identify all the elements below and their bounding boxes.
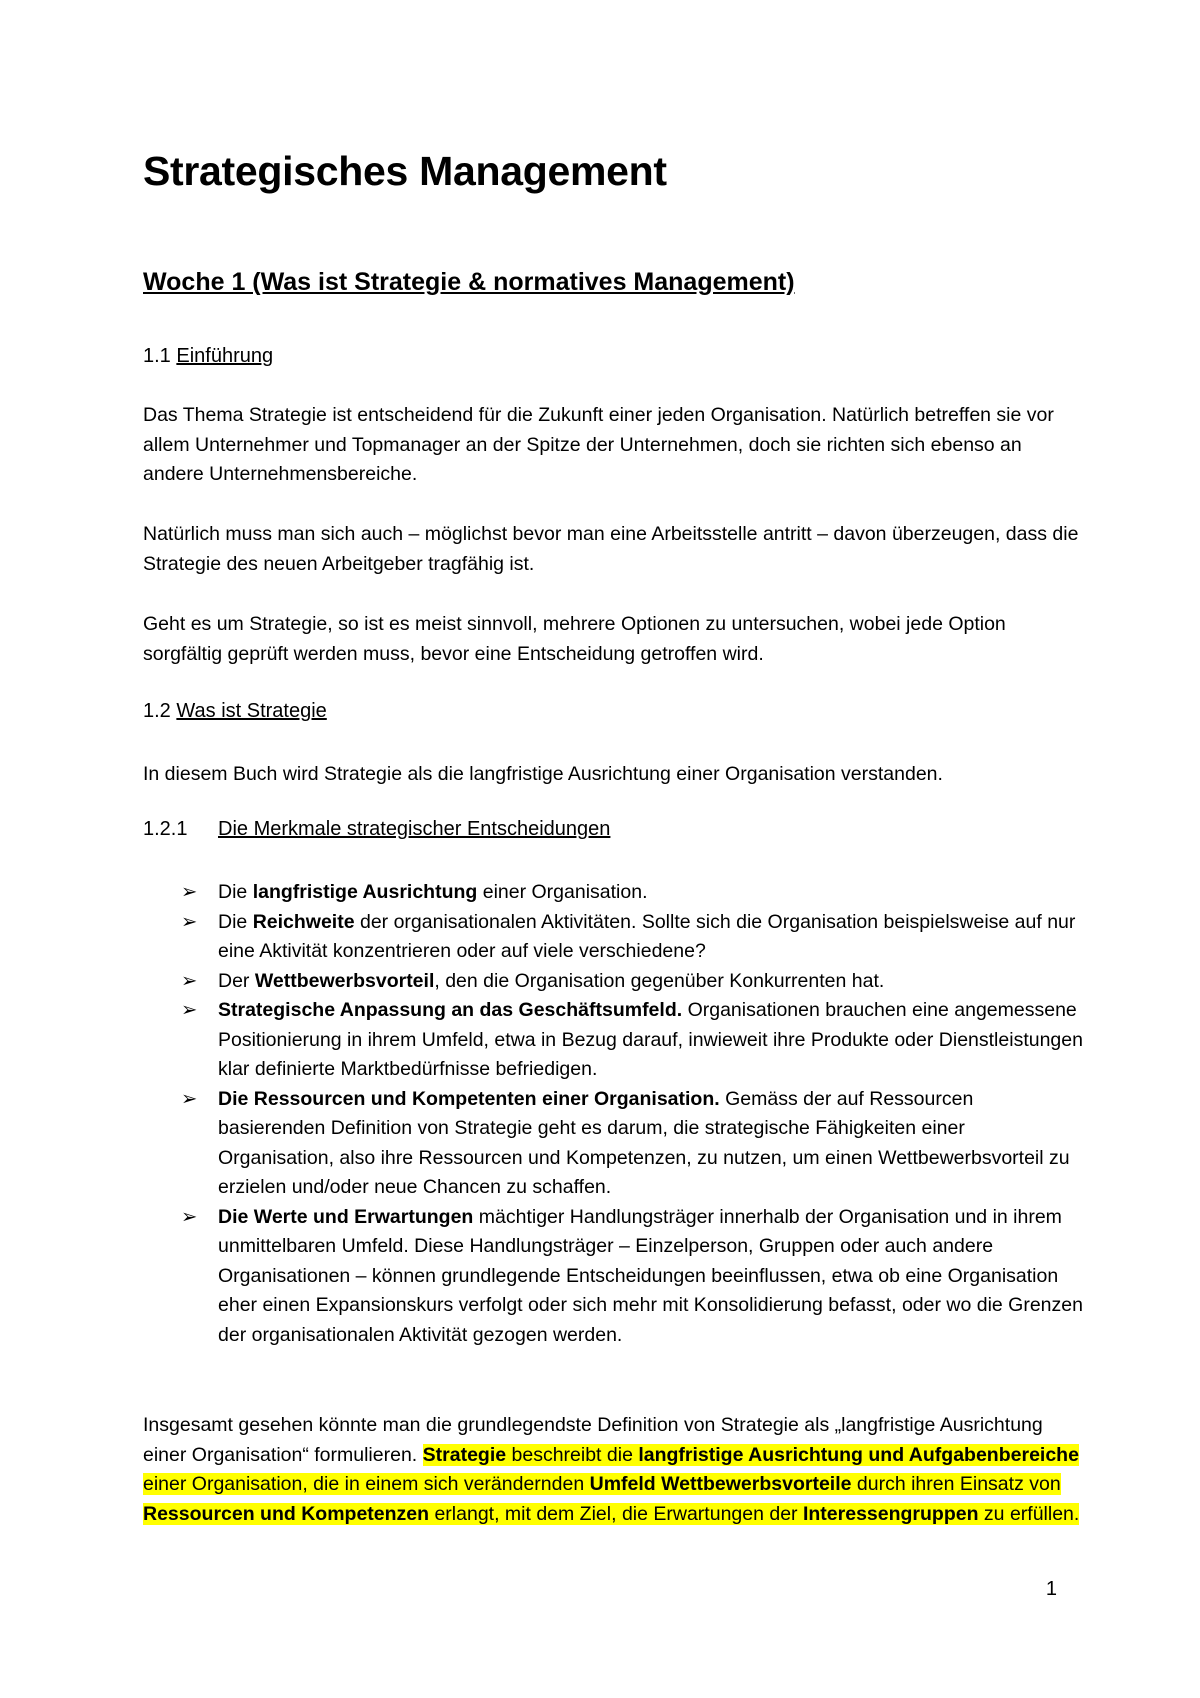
section-label: Was ist Strategie bbox=[176, 700, 327, 722]
section-1-2-heading bbox=[143, 700, 327, 723]
paragraph-3: Geht es um Strategie, so ist es meist sinnvoll, mehrere Optionen zu untersuchen, wobei jede Option sorgfältig geprüft werden muss, bevor eine Entscheidung getroffen wird. bbox=[143, 613, 1006, 665]
highlight-keyword: Strategie bbox=[422, 1443, 507, 1466]
section-label: Die Merkmale strategischer Entscheidungen bbox=[218, 818, 611, 840]
item-text: Die bbox=[218, 881, 253, 903]
item-keyword: Strategische Anpassung an das Geschäftsumfeld. bbox=[218, 999, 683, 1021]
section-label: Einführung bbox=[176, 345, 274, 367]
list-item bbox=[143, 967, 1083, 997]
item-text: mächtiger Handlungsträger innerhalb der Organisation und in ihrem unmittelbaren Umfeld. Diese Handlungsträger – Einzelperson, Gruppen oder auch andere Organisationen – können grundlegende Entscheidungen beeinflussen, etwa ob eine Organisation eher einen Expansionskurs verfolgt oder sich mehr mit Konsolidierung befasst, oder wo die Grenzen der organisationalen Aktivität gezogen werden. bbox=[218, 1205, 1083, 1346]
section-number: 1.2 bbox=[143, 700, 171, 722]
summary-paragraph bbox=[143, 1411, 1083, 1529]
arrow-bullet-icon: ➢ bbox=[181, 969, 198, 992]
list-item bbox=[143, 908, 1083, 967]
section-number: 1.1 bbox=[143, 345, 171, 367]
highlight-keyword: Umfeld Wettbewerbsvorteile bbox=[589, 1473, 852, 1495]
highlight-keyword: Ressourcen und Kompetenzen bbox=[143, 1502, 430, 1525]
paragraph-4: In diesem Buch wird Strategie als die langfristige Ausrichtung einer Organisation verstanden. bbox=[143, 763, 943, 785]
paragraph-1: Das Thema Strategie ist entscheidend für die Zukunft einer jeden Organisation. Natürlich betreffen sie vor allem Unternehmer und Topmanager an der Spitze der Unternehmen, doch sie richten sich ebenso an andere Unternehmensbereiche. bbox=[143, 404, 1054, 485]
week-heading: Woche 1 (Was ist Strategie & normatives Management) bbox=[143, 268, 795, 296]
item-text: einer Organisation. bbox=[477, 881, 648, 903]
list-item bbox=[143, 1203, 1083, 1351]
summary-text: Insgesamt gesehen könnte man die grundlegendste Definition von Strategie als „langfristige Ausrichtung einer Organisation“ formulieren. bbox=[143, 1414, 1043, 1466]
item-keyword: langfristige Ausrichtung bbox=[252, 881, 478, 903]
highlight-keyword: Interessengruppen bbox=[802, 1502, 979, 1525]
item-text: Gemäss der auf Ressourcen basierenden Definition von Strategie geht es darum, die strategische Fähigkeiten einer Organisation, also ihre Ressourcen und Kompetenzen, zu nutzen, um einen Wettbewerbsvorteil zu erzielen und/oder neue Chancen zu schaffen. bbox=[218, 1087, 1070, 1198]
item-keyword: Die Ressourcen und Kompetenten einer Organisation. bbox=[218, 1087, 720, 1110]
list-item bbox=[143, 878, 1083, 908]
item-keyword: Die Werte und Erwartungen bbox=[218, 1205, 474, 1228]
item-text: der organisationalen Aktivitäten. Sollte sich die Organisation beispielsweise auf nur eine Aktivität konzentrieren oder auf viele verschiedene? bbox=[218, 910, 1076, 962]
section-number: 1.2.1 bbox=[143, 818, 188, 840]
page-number: 1 bbox=[1045, 1578, 1057, 1600]
item-keyword: Wettbewerbsvorteil bbox=[254, 969, 435, 992]
paragraph-2: Natürlich muss man sich auch – möglichst bevor man eine Arbeitsstelle antritt – davon überzeugen, dass die Strategie des neuen Arbeitgeber tragfähig ist. bbox=[143, 523, 1079, 575]
section-1-1-heading bbox=[143, 345, 273, 368]
characteristics-list bbox=[143, 878, 1083, 1350]
document-title: Strategisches Management bbox=[143, 148, 667, 194]
list-item bbox=[143, 996, 1083, 1085]
highlight-text: zu erfüllen. bbox=[978, 1502, 1080, 1525]
highlight-text: durch ihren Einsatz von bbox=[851, 1473, 1061, 1495]
arrow-bullet-icon: ➢ bbox=[181, 1087, 198, 1110]
highlight-keyword: langfristige Ausrichtung und Aufgabenbereiche bbox=[638, 1443, 1079, 1466]
highlight-text: erlangt, mit dem Ziel, die Erwartungen der bbox=[429, 1502, 803, 1525]
item-text: Die bbox=[218, 910, 253, 933]
highlight-text: einer Organisation, die in einem sich verändernden bbox=[143, 1473, 590, 1495]
arrow-bullet-icon: ➢ bbox=[181, 881, 198, 903]
list-item bbox=[143, 1085, 1083, 1203]
arrow-bullet-icon: ➢ bbox=[181, 1205, 198, 1228]
item-text: Der bbox=[218, 969, 255, 992]
item-text: , den die Organisation gegenüber Konkurrenten hat. bbox=[434, 969, 885, 992]
section-1-2-1-heading bbox=[143, 818, 610, 841]
arrow-bullet-icon: ➢ bbox=[181, 999, 198, 1021]
item-text: Organisationen brauchen eine angemessene Positionierung in ihrem Umfeld, etwa in Bezug darauf, inwieweit ihre Produkte oder Dienstleistungen klar definierte Marktbedürfnisse befriedigen. bbox=[218, 999, 1083, 1080]
arrow-bullet-icon: ➢ bbox=[181, 910, 198, 933]
highlight-text: beschreibt die bbox=[506, 1443, 639, 1466]
item-keyword: Reichweite bbox=[252, 910, 355, 933]
